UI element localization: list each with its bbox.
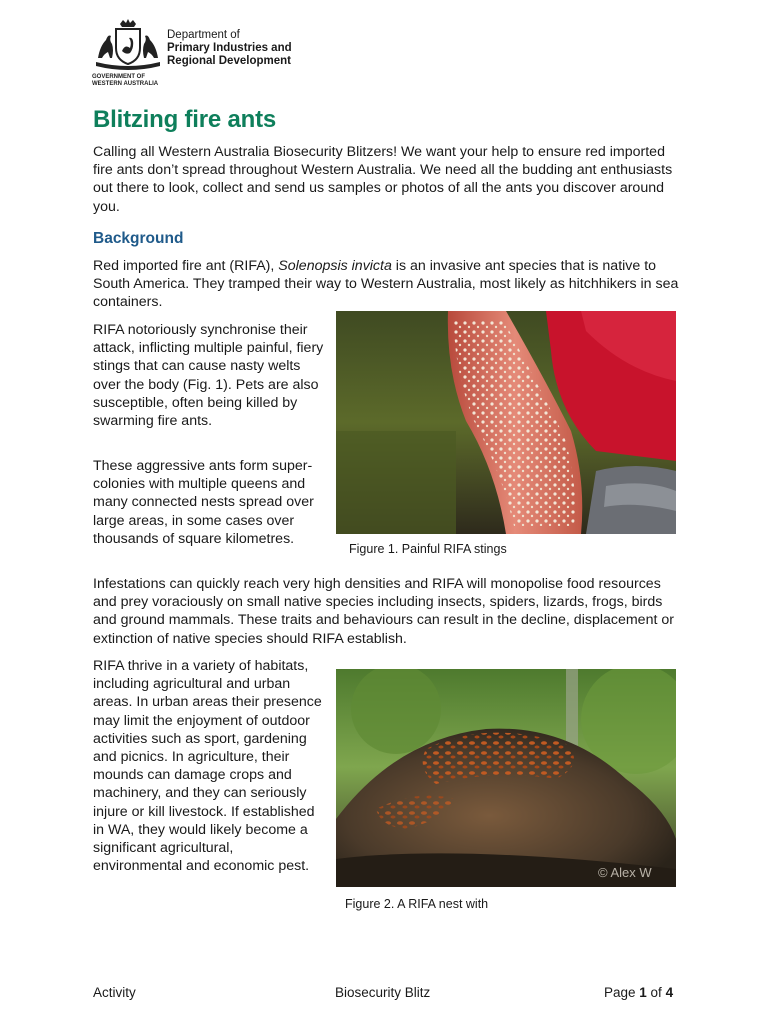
department-name: Department of Primary Industries and Regional Development (167, 29, 292, 67)
background-paragraph-5: RIFA thrive in a variety of habitats, including agricultural and urban areas. In urban areas their presence may limit the enjoyment of outdoor activities such as sport, gardening and picnics. In agriculture, their mounds can damage crops and machinery, and they can seriously injure or kill livestock. If established in WA, they would likely become a significant agricultural, environmental and economic pest. (93, 658, 322, 875)
background-paragraph-4: Infestations can quickly reach very high densities and RIFA will monopolise food resources and prey voraciously on small native species including insects, spiders, lizards, frogs, birds and ground mammals. These traits and behaviours can result in the decline, displacement or extinction of native species should RIFA establish. (93, 576, 674, 647)
figure-1-image (336, 311, 676, 534)
figure-1-caption: Figure 1. Painful RIFA stings (349, 542, 507, 556)
background-paragraph-2: RIFA notoriously synchronise their attack, inflicting multiple painful, fiery stings that can cause nasty welts over the body (Fig. 1). Pets are also susceptible, often being killed by swarming fire ants. (93, 322, 324, 430)
figure-2-image (336, 669, 676, 887)
page-title: Blitzing fire ants (93, 106, 277, 133)
government-label: GOVERNMENT OF WESTERN AUSTRALIA (92, 74, 159, 87)
background-paragraph-1: Red imported fire ant (RIFA), Solenopsis invicta is an invasive ant species that is native to South America. They tramped their way to Western Australia, most likely as hitchhikers in sea containers. (93, 258, 679, 311)
footer-activity: Activity (93, 985, 136, 1000)
intro-paragraph: Calling all Western Australia Biosecurity Blitzers! We want your help to ensure red imported fire ants don’t spread throughout Western Australia. We need all the budding ant enthusiasts out there to look, collect and send us samples or photos of all the ants you discover around you. (93, 144, 673, 215)
species-name: Solenopsis invicta (278, 258, 392, 274)
footer-page-number: Page 1 of 4 (604, 985, 674, 1000)
footer-title: Biosecurity Blitz (335, 985, 431, 1000)
background-paragraph-3: These aggressive ants form super-colonies with multiple queens and many connected nests spread over large areas, in some cases over thousands of square kilometres. (93, 458, 314, 547)
figure-2-caption: Figure 2. A RIFA nest with (345, 897, 489, 911)
background-heading: Background (93, 230, 184, 247)
figure-2-watermark: © Alex W (598, 865, 652, 880)
department-logo (92, 18, 322, 90)
wa-coat-of-arms-icon (92, 18, 164, 72)
